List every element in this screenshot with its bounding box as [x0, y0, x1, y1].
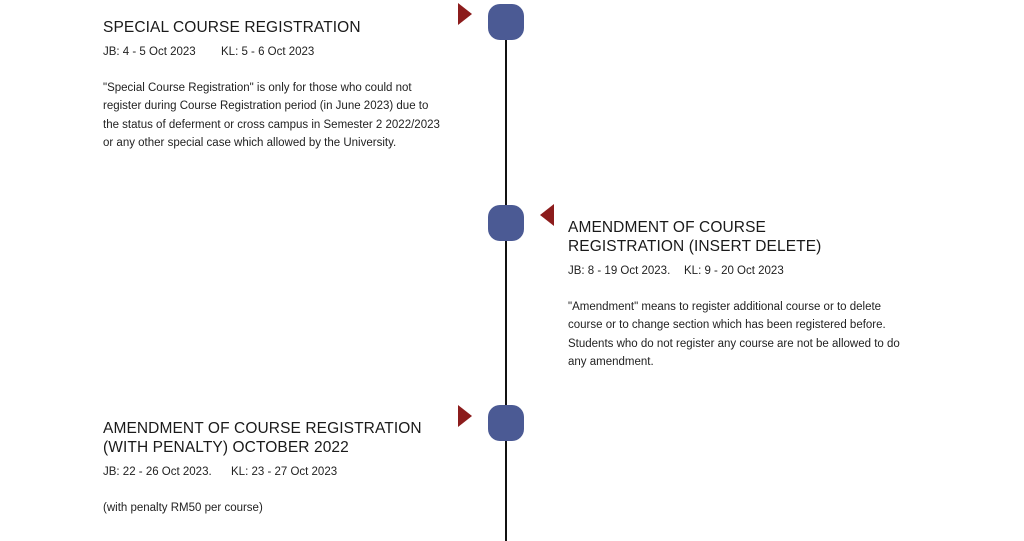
timeline-pointer-arrow	[458, 405, 472, 427]
event-title: AMENDMENT OF COURSE REGISTRATION (INSERT DELETE)	[568, 219, 822, 255]
timeline-node	[488, 405, 524, 441]
event-dates	[103, 45, 448, 59]
jb-dates: JB: 4 - 5 Oct 2023	[103, 46, 196, 58]
timeline-line	[505, 22, 507, 541]
event-description: "Special Course Registration" is only for those who could not register during Course Registration period (in June 2023) due to the status of deferment or cross campus in Semester 2 2022/2023 or any other special case which allowed by the University.	[103, 82, 440, 149]
timeline-event-special-registration	[103, 18, 448, 152]
timeline-event-amendment	[568, 218, 913, 371]
timeline-node	[488, 205, 524, 241]
timeline-pointer-arrow	[540, 204, 554, 226]
kl-dates: KL: 23 - 27 Oct 2023	[231, 466, 338, 478]
timeline-pointer-arrow	[458, 3, 472, 25]
kl-dates: KL: 9 - 20 Oct 2023	[684, 265, 784, 277]
timeline-node	[488, 4, 524, 40]
jb-dates: JB: 8 - 19 Oct 2023.	[568, 265, 671, 277]
event-dates	[568, 264, 913, 278]
timeline-event-amendment-penalty	[103, 419, 448, 517]
event-title: AMENDMENT OF COURSE REGISTRATION (WITH PENALTY) OCTOBER 2022	[103, 420, 422, 456]
kl-dates: KL: 5 - 6 Oct 2023	[221, 46, 315, 58]
event-title: SPECIAL COURSE REGISTRATION	[103, 19, 361, 36]
jb-dates: JB: 22 - 26 Oct 2023.	[103, 466, 212, 478]
event-dates	[103, 465, 448, 479]
event-description: "Amendment" means to register additional course or to delete course or to change section which has been registered before. Students who do not register any course are not be allowed to do any amendment.	[568, 301, 900, 368]
event-description: (with penalty RM50 per course)	[103, 502, 263, 514]
